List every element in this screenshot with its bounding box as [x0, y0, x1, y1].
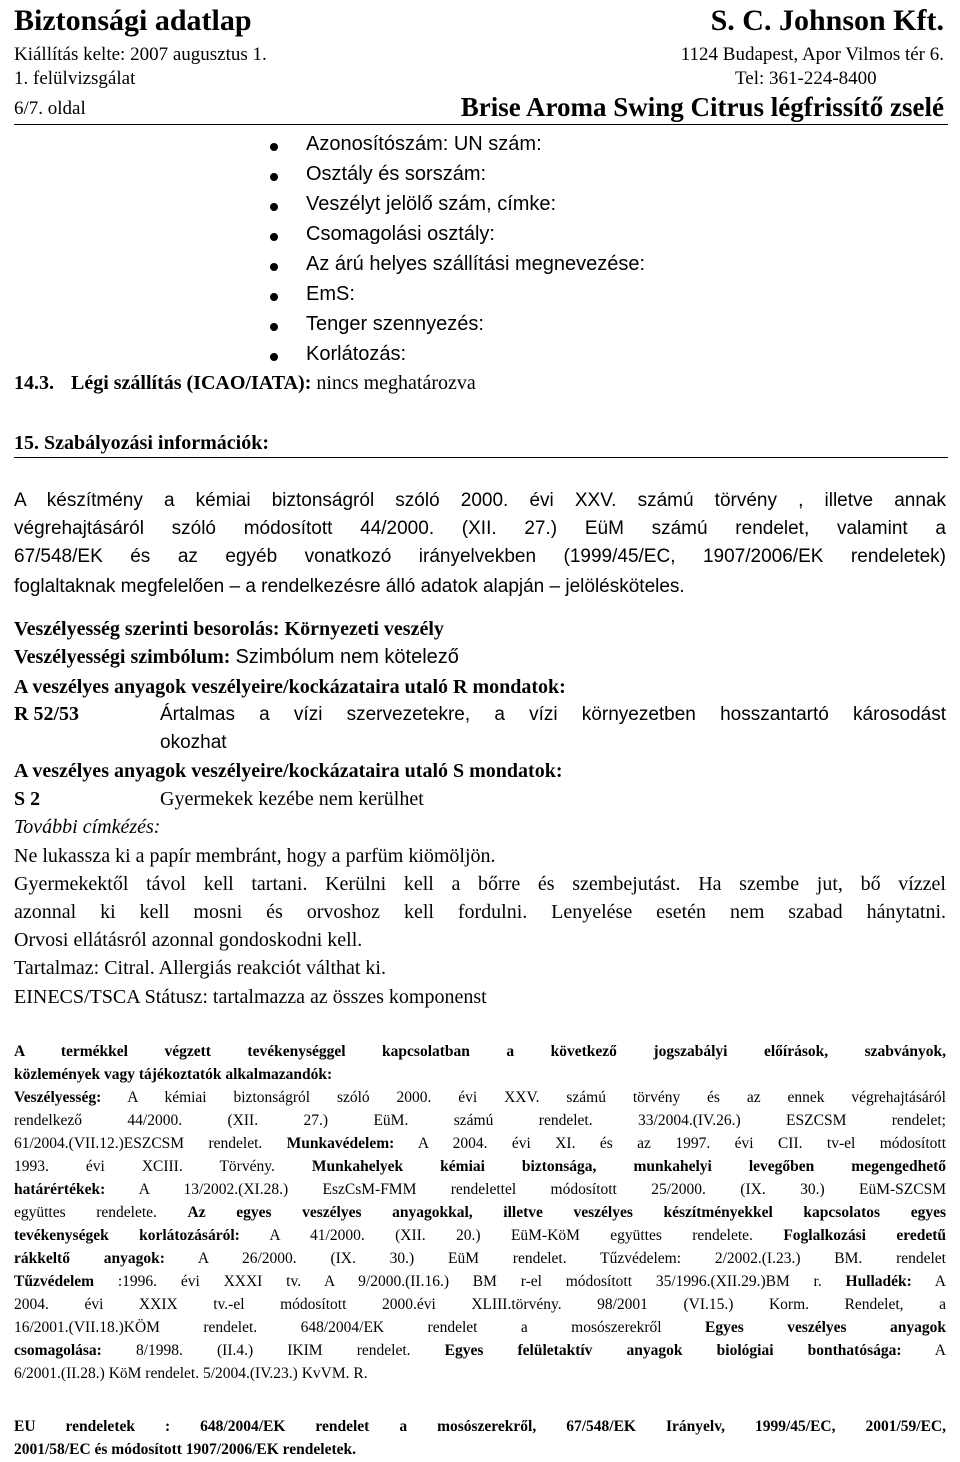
section-number: 14.3. — [14, 372, 54, 394]
regulation-line — [14, 1342, 946, 1360]
bullet-icon — [270, 293, 278, 301]
regulation-text: rendelkező 44/2000. (XII. 27.) EüM. számú rendelet. 33/2004.(IV.26.) ESZCSM rendelet; — [14, 1112, 946, 1129]
regulation-term: csomagolása: — [14, 1342, 102, 1359]
list-item: Tenger szennyezés: — [306, 313, 484, 335]
bullet-icon — [270, 173, 278, 181]
regulation-text: 6/2001.(II.28.) KöM rendelet. 5/2004.(IV.23.) KvVM. R. — [14, 1365, 368, 1382]
s-phrases-heading: A veszélyes anyagok veszélyeire/kockázataira utaló S mondatok: — [14, 760, 563, 782]
bullet-icon — [270, 323, 278, 331]
regulation-term: rákkeltő anyagok: — [14, 1250, 165, 1267]
regulation-text: 16/2001.(VII.18.)KÖM rendelet. 648/2004/EK rendelet a mosószerekről — [14, 1319, 706, 1336]
regulation-text: A — [911, 1273, 946, 1290]
classification — [14, 618, 444, 641]
regulation-text: A kémiai biztonságról szóló 2000. évi XXV. számú törvény és az ennek végrehajtásáról — [101, 1089, 946, 1106]
regulation-line — [14, 1319, 946, 1337]
revision: 1. felülvizsgálat — [14, 68, 136, 89]
section-label: Légi szállítás (ICAO/IATA): — [71, 372, 312, 394]
extra-line: Gyermekektől távol kell tartani. Kerülni kell a bőrre és szembejutást. Ha szembe jut, bő vízzel — [14, 873, 946, 895]
regulation-term: Egyes felületaktív anyagok biológiai bonthatósága: — [444, 1342, 902, 1359]
company-name: S. C. Johnson Kft. — [710, 4, 944, 37]
bullet-icon — [270, 203, 278, 211]
eu-regulations: EU rendeletek : 648/2004/EK rendelet a mosószerekről, 67/548/EK Irányelv, 1999/45/EC, 2001/59/EC, — [14, 1418, 946, 1435]
issue-date: Kiállítás kelte: 2007 augusztus 1. — [14, 44, 267, 65]
section-14-3 — [14, 372, 476, 395]
section-15-heading: 15. Szabályozási információk: — [14, 432, 269, 454]
symbol-label: Veszélyességi szimbólum: — [14, 646, 231, 668]
symbol-value: Szimbólum nem kötelező — [235, 646, 459, 668]
bullet-icon — [270, 353, 278, 361]
company-phone: Tel: 361-224-8400 — [735, 68, 877, 89]
regulation-text: együttes rendelete. — [14, 1204, 188, 1221]
bullet-icon — [270, 263, 278, 271]
regulation-term: tevékenységek korlátozásáról: — [14, 1227, 240, 1244]
regulation-term: Hulladék: — [845, 1273, 912, 1290]
symbol — [14, 646, 459, 669]
regulation-term: Veszélyesség: — [14, 1089, 102, 1106]
regulation-term: határértékek: — [14, 1181, 106, 1198]
regulation-line — [14, 1089, 946, 1107]
regulation-line — [14, 1204, 946, 1222]
regulation-line — [14, 1365, 368, 1383]
section-divider — [14, 457, 948, 458]
regulation-text: A 13/2002.(XI.28.) EszCsM-FMM rendelettel módosított 25/2000. (IX. 30.) EüM-SZCSM — [105, 1181, 946, 1198]
list-item: Az árú helyes szállítási megnevezése: — [306, 253, 646, 275]
document-title: Biztonsági adatlap — [14, 4, 252, 37]
regulation-text: 61/2004.(VII.12.)ESZCSM rendelet. — [14, 1135, 287, 1152]
list-item: Osztály és sorszám: — [306, 163, 487, 185]
regulation-line — [14, 1273, 946, 1291]
regulations-heading: A termékkel végzett tevékenységgel kapcsolatban a következő jogszabályi előírások, szabványok, — [14, 1043, 946, 1060]
eu-regulations: 2001/58/EC és módosított 1907/2006/EK rendeletek. — [14, 1441, 356, 1458]
extra-line: Ne lukassza ki a papír membránt, hogy a parfüm kiömöljön. — [14, 845, 496, 867]
regulation-line — [14, 1135, 946, 1153]
r-phrase-text: okozhat — [160, 732, 227, 753]
r-phrases-heading: A veszélyes anyagok veszélyeire/kockázataira utaló R mondatok: — [14, 676, 566, 698]
r-phrase-text: Ártalmas a vízi szervezetekre, a vízi környezetben hosszantartó károsodást — [160, 704, 946, 725]
section-value: nincs meghatározva — [316, 372, 476, 394]
regulation-line — [14, 1158, 946, 1176]
extra-line: Tartalmaz: Citral. Allergiás reakciót válthat ki. — [14, 957, 386, 979]
intro-line: 67/548/EK és az egyéb vonatkozó irányelvekben (1999/45/EC, 1907/2006/EK rendeletek) — [14, 546, 946, 567]
regulation-line — [14, 1227, 946, 1245]
regulation-term: Munkahelyek kémiai biztonsága, munkahelyi levegőben megengedhető — [311, 1158, 946, 1175]
intro-line: végrehajtásáról szóló módosított 44/2000. (XII. 27.) EüM számú rendelet, valamint a — [14, 518, 946, 539]
extra-line: azonnal ki kell mosni és orvoshoz kell fordulni. Lenyelése esetén nem szabad hánytatni. — [14, 901, 946, 923]
regulation-term: Az egyes veszélyes anyagokkal, illetve veszélyes készítményekkel kapcsolatos egyes — [187, 1204, 946, 1221]
r-phrase-code: R 52/53 — [14, 703, 79, 725]
regulation-line — [14, 1112, 946, 1130]
s-phrase-text: Gyermekek kezébe nem kerülhet — [160, 788, 424, 810]
regulation-line — [14, 1250, 946, 1268]
list-item: Azonosítószám: UN szám: — [306, 133, 542, 155]
bullet-icon — [270, 143, 278, 151]
regulation-term: Munkavédelem: — [286, 1135, 395, 1152]
extra-line: EINECS/TSCA Státusz: tartalmazza az összes komponenst — [14, 986, 487, 1008]
regulations-heading: közlemények vagy tájékoztatók alkalmazandók: — [14, 1066, 333, 1083]
extra-line: Orvosi ellátásról azonnal gondoskodni kell. — [14, 929, 363, 951]
regulation-text: A 41/2000. (XII. 20.) EüM-KöM együttes rendelete. — [239, 1227, 784, 1244]
regulation-text: :1996. évi XXXI tv. A 9/2000.(II.16.) BM r-el módosított 35/1996.(XII.29.)BM r. — [94, 1273, 846, 1290]
intro-line: A készítmény a kémiai biztonságról szóló 2000. évi XXV. számú törvény , illetve annak — [14, 490, 946, 511]
regulation-line — [14, 1181, 946, 1199]
regulation-term: Egyes veszélyes anyagok — [705, 1319, 947, 1336]
s-phrase-code: S 2 — [14, 788, 41, 810]
regulation-text: 2004. évi XXIX tv.-el módosított 2000.évi XLIII.törvény. 98/2001 (VI.15.) Korm. Rendelet, a — [14, 1296, 946, 1313]
extra-labelling-label: További címkézés: — [14, 816, 161, 838]
list-item: EmS: — [306, 283, 355, 305]
regulation-text: A 26/2000. (IX. 30.) EüM rendelet. Tűzvédelem: 2/2002.(I.23.) BM. rendelet — [164, 1250, 946, 1267]
page-number: 6/7. oldal — [14, 98, 86, 119]
regulation-text: A 2004. évi XI. és az 1997. évi CII. tv-el módosított — [394, 1135, 947, 1152]
classification-value: Környezeti veszély — [284, 618, 444, 640]
header-divider — [14, 124, 948, 125]
list-item: Csomagolási osztály: — [306, 223, 495, 245]
regulation-line — [14, 1296, 946, 1314]
regulation-text: 8/1998. (II.4.) IKIM rendelet. — [101, 1342, 445, 1359]
bullet-icon — [270, 233, 278, 241]
list-item: Veszélyt jelölő szám, címke: — [306, 193, 557, 215]
company-address: 1124 Budapest, Apor Vilmos tér 6. — [680, 44, 944, 65]
list-item: Korlátozás: — [306, 343, 407, 365]
regulation-text: A — [901, 1342, 946, 1359]
regulation-text: 1993. évi XCIII. Törvény. — [14, 1158, 312, 1175]
regulation-term: Tűzvédelem — [14, 1273, 95, 1290]
regulation-term: Foglalkozási eredetű — [783, 1227, 947, 1244]
classification-label: Veszélyesség szerinti besorolás: — [14, 618, 280, 640]
product-name: Brise Aroma Swing Citrus légfrissítő zselé — [460, 92, 944, 122]
intro-line: foglaltaknak megfelelően – a rendelkezésre álló adatok alapján – jelölésköteles. — [14, 576, 685, 597]
